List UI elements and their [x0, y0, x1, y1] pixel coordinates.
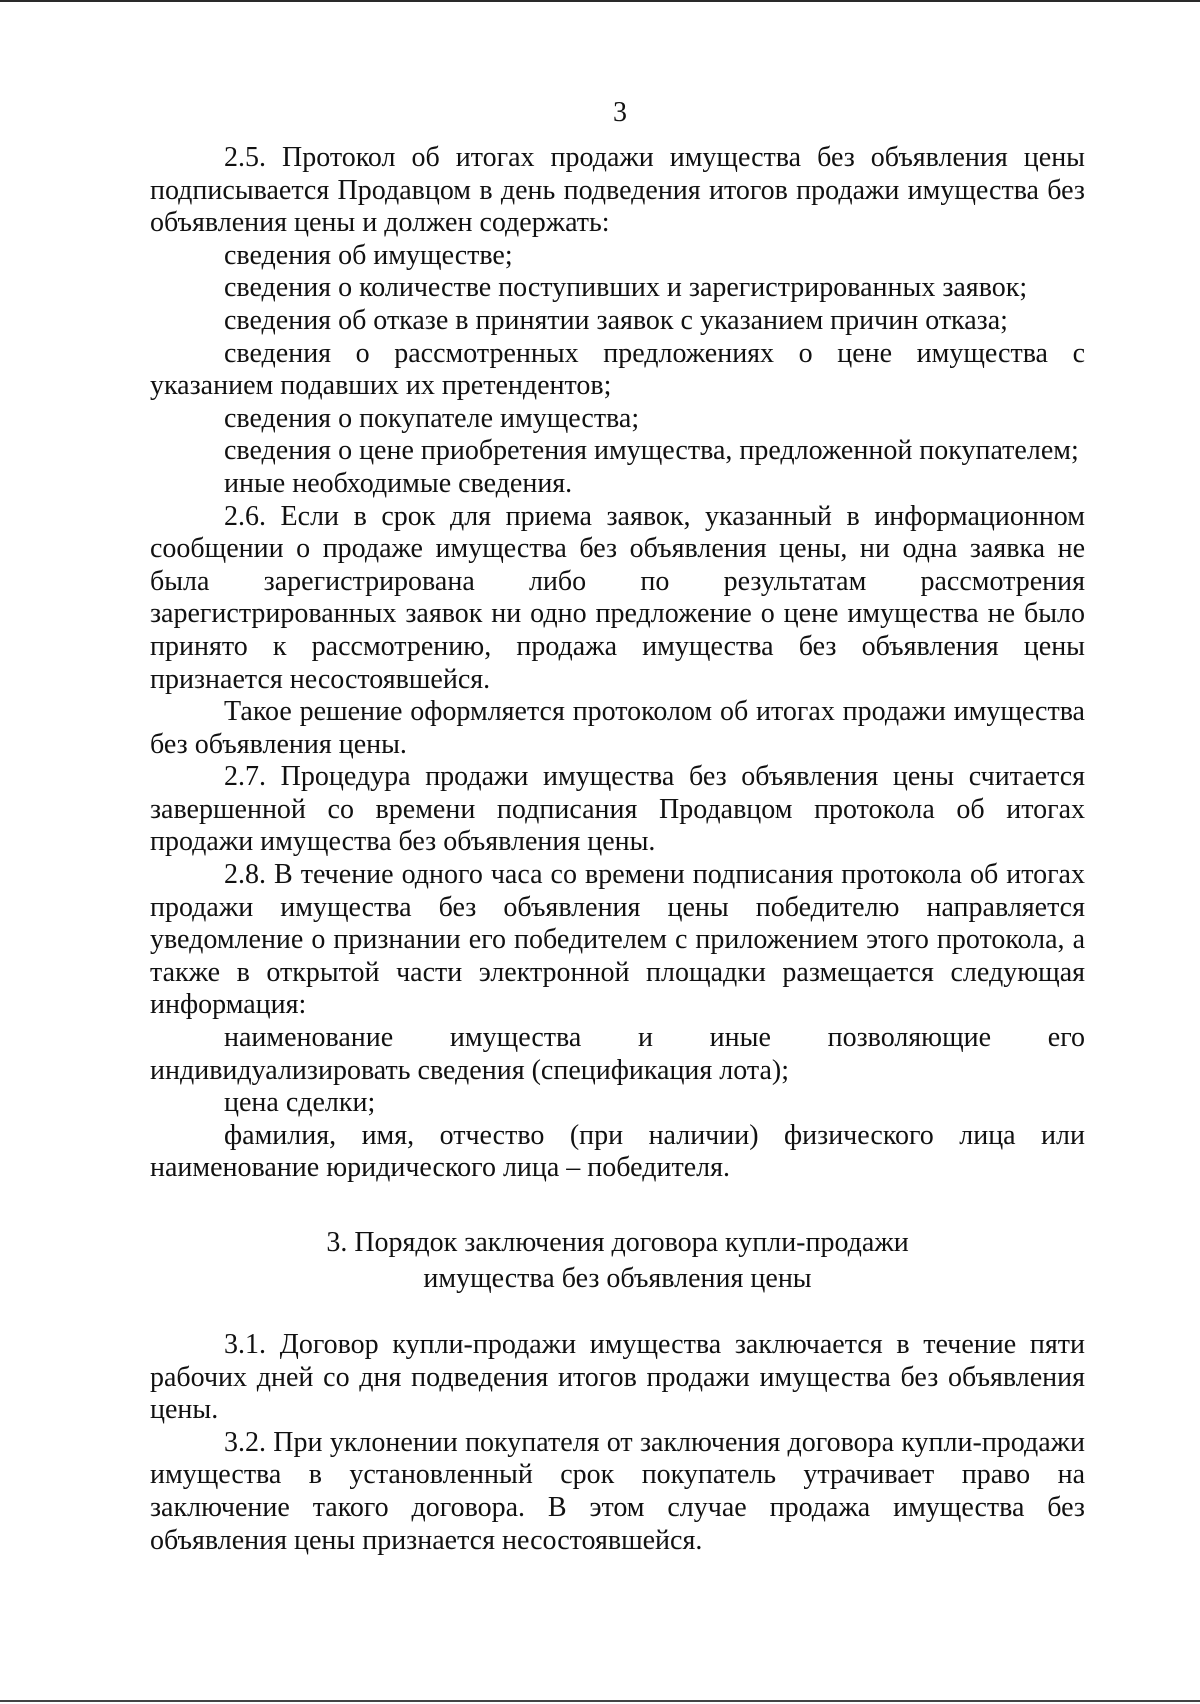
list-item: фамилия, имя, отчество (при наличии) физического лица или наименование юридического лица – победителя.: [150, 1119, 1085, 1184]
list-item: сведения об отказе в принятии заявок с указанием причин отказа;: [224, 304, 1008, 336]
list-item: сведения о количестве поступивших и зарегистрированных заявок;: [224, 272, 1028, 304]
list-item: сведения о покупателе имущества;: [224, 402, 640, 434]
paragraph-2-6: 2.6. Если в срок для приема заявок, указанный в информационном сообщении о продаже имущества без объявления цены, ни одна заявка не была зарегистрирована либо по результатам рассмотрения зарегистрированных заявок ни одно предложение о цене имущества не было принято к рассмотрению, продажа имущества без объявления цены признается несостоявшейся.: [150, 500, 1085, 695]
list-item: иные необходимые сведения.: [224, 467, 573, 499]
paragraph-3-2: 3.2. При уклонении покупателя от заключения договора купли-продажи имущества в установленный срок покупатель утрачивает право на заключение такого договора. В этом случае продажа имущества без объявления цены признается несостоявшейся.: [150, 1426, 1085, 1556]
list-item: сведения о цене приобретения имущества, предложенной покупателем;: [224, 435, 1079, 467]
document-body: [150, 142, 1085, 1557]
list-item: сведения об имуществе;: [224, 239, 513, 271]
paragraph-2-8: 2.8. В течение одного часа со времени подписания протокола об итогах продажи имущества без объявления цены победителю направляется уведомление о признании его победителем с приложением этого протокола, а также в открытой части электронной площадки размещается следующая информация:: [150, 859, 1085, 1021]
list-item: сведения о рассмотренных предложениях о цене имущества с указанием подавших их претендентов;: [150, 337, 1085, 402]
section-3-title-line-1: 3. Порядок заключения договора купли-продажи: [326, 1227, 909, 1258]
section-3-title-line-2: имущества без объявления цены: [423, 1263, 812, 1294]
list-item: цена сделки;: [224, 1087, 376, 1119]
paragraph-2-6-decision: Такое решение оформляется протоколом об итогах продажи имущества без объявления цены.: [150, 696, 1085, 760]
list-item: наименование имущества и иные позволяющие его индивидуализировать сведения (спецификация лота);: [150, 1022, 1085, 1086]
paragraph-2-7: 2.7. Процедура продажи имущества без объявления цены считается завершенной со времени подписания Продавцом протокола об итогах продажи имущества без объявления цены.: [150, 761, 1085, 858]
scan-edge-top: [0, 0, 1200, 2]
paragraph-2-5: 2.5. Протокол об итогах продажи имущества без объявления цены подписывается Продавцом в день подведения итогов продажи имущества без объявления цены и должен содержать:: [150, 142, 1085, 239]
page-number: 3: [613, 97, 627, 128]
paragraph-3-1: 3.1. Договор купли-продажи имущества заключается в течение пяти рабочих дней со дня подведения итогов продажи имущества без объявления цены.: [150, 1329, 1085, 1426]
scan-edge-bottom: [0, 1700, 1200, 1702]
